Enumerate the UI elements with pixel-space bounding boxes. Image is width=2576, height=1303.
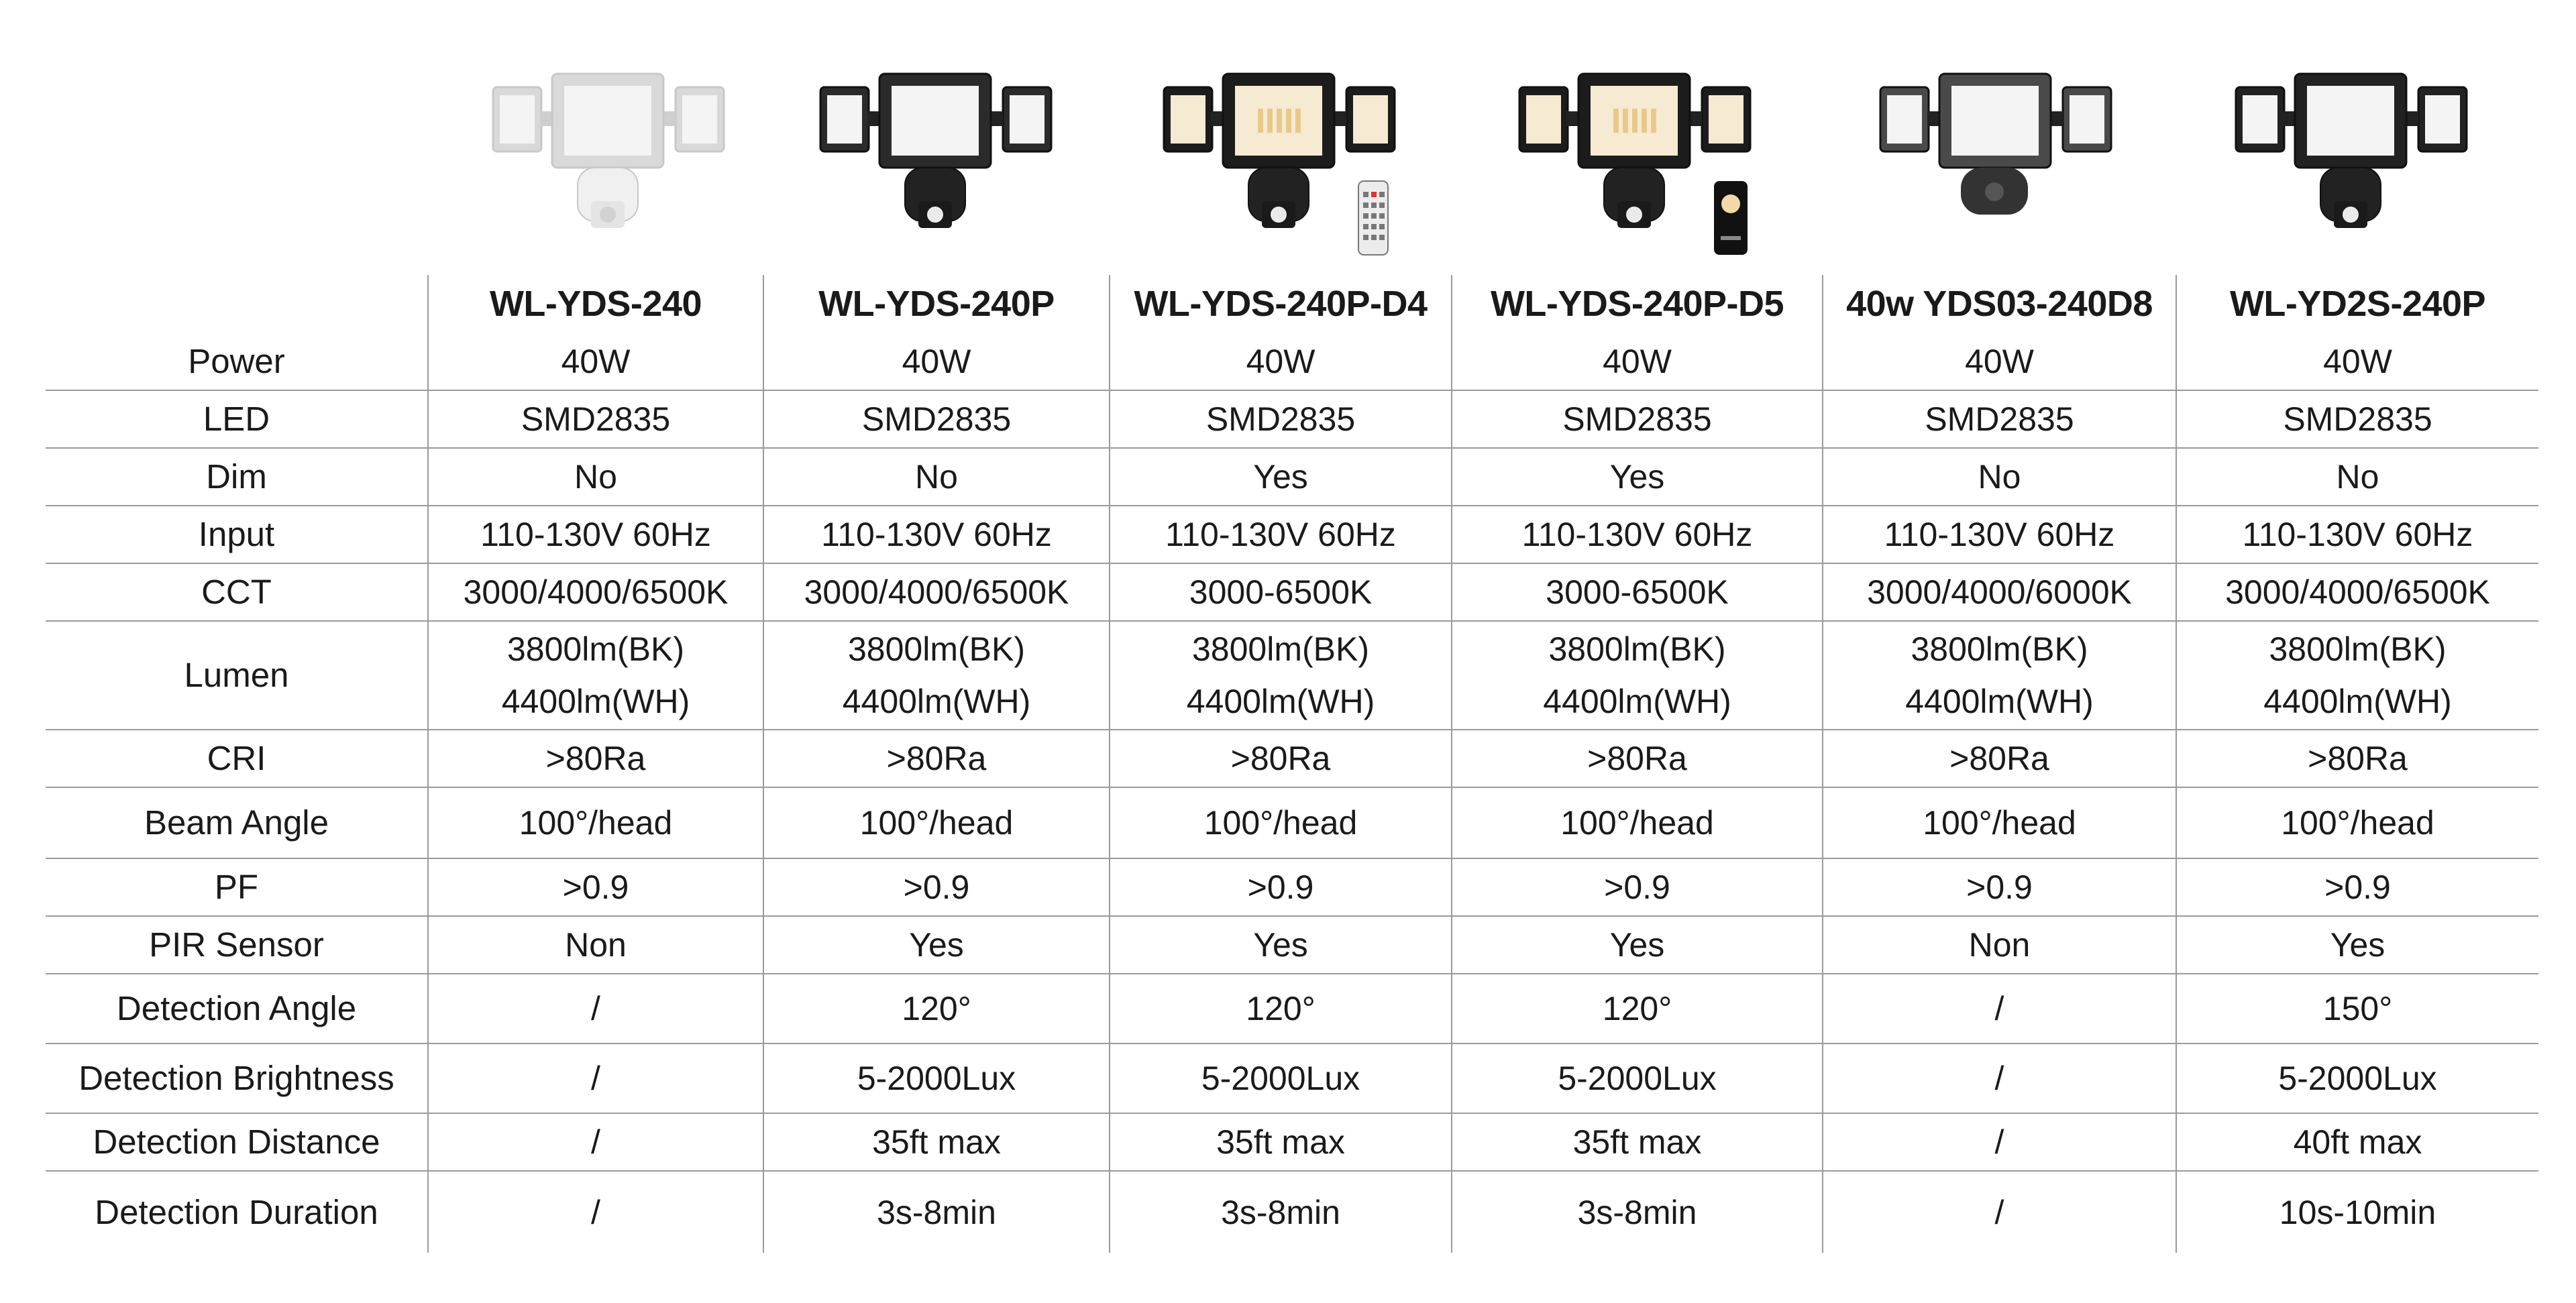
spec-label: Detection Brightness — [78, 1059, 394, 1097]
spec-value: >0.9 — [1823, 858, 2176, 916]
spec-value: 5-2000Lux — [763, 1043, 1110, 1113]
spec-value: No — [428, 448, 763, 506]
spec-value: Non — [428, 916, 763, 974]
white-three-head-floodlight-icon — [473, 60, 741, 282]
spec-label: CRI — [207, 739, 266, 777]
spec-value: 120° — [1110, 974, 1452, 1043]
model-name: WL-YD2S-240P — [2176, 275, 2538, 333]
spec-value: / — [1823, 1043, 2176, 1113]
spec-value — [763, 621, 1110, 730]
spec-value: 35ft max — [1452, 1113, 1823, 1171]
spec-value: 120° — [763, 974, 1110, 1043]
spec-value: 35ft max — [1110, 1113, 1452, 1171]
spec-value: 40W — [2176, 333, 2538, 390]
spec-value: Yes — [1110, 916, 1452, 974]
spec-value: / — [428, 1171, 763, 1253]
spec-value-line: 4400lm(WH) — [501, 683, 690, 720]
spec-value: 3000/4000/6000K — [1823, 563, 2176, 621]
spec-value — [1823, 621, 2176, 730]
spec-value: 5-2000Lux — [1110, 1043, 1452, 1113]
spec-value: 110-130V 60Hz — [1110, 506, 1452, 563]
spec-label: Input — [198, 515, 275, 553]
spec-value-line: 4400lm(WH) — [1543, 683, 1731, 720]
spec-value: 100°/head — [763, 787, 1110, 858]
spec-label: LED — [203, 400, 270, 438]
spec-value-line: 3800lm(BK) — [1192, 630, 1369, 668]
spec-value — [1452, 621, 1823, 730]
spec-value: Yes — [763, 916, 1110, 974]
spec-value: Yes — [2176, 916, 2538, 974]
spec-row — [46, 448, 2538, 506]
spec-value: No — [2176, 448, 2538, 506]
spec-value — [428, 621, 763, 730]
spec-value: / — [428, 974, 763, 1043]
spec-value: / — [428, 1043, 763, 1113]
spec-value: 40W — [1452, 333, 1823, 390]
spec-value: >80Ra — [1110, 730, 1452, 787]
spec-value: >0.9 — [2176, 858, 2538, 916]
spec-value: >80Ra — [2176, 730, 2538, 787]
spec-label: Detection Angle — [116, 989, 357, 1027]
spec-value: 100°/head — [1110, 787, 1452, 858]
spec-label: Power — [188, 341, 285, 380]
spec-value: Yes — [1452, 448, 1823, 506]
model-name: WL-YDS-240P — [763, 275, 1110, 333]
spec-row — [46, 1171, 2538, 1253]
spec-value: 3000-6500K — [1110, 563, 1452, 621]
spec-value: 100°/head — [1452, 787, 1823, 858]
spec-value: / — [1823, 1171, 2176, 1253]
spec-value: 150° — [2176, 974, 2538, 1043]
spec-value: 110-130V 60Hz — [763, 506, 1110, 563]
spec-value-line: 4400lm(WH) — [1905, 683, 2094, 720]
spec-value: 3000-6500K — [1452, 563, 1823, 621]
spec-row — [46, 333, 2538, 390]
spec-row — [46, 858, 2538, 916]
spec-value: No — [763, 448, 1110, 506]
spec-value: Non — [1823, 916, 2176, 974]
spec-value: 3000/4000/6500K — [763, 563, 1110, 621]
spec-label: PF — [214, 868, 259, 906]
spec-value: 100°/head — [428, 787, 763, 858]
spec-value: 110-130V 60Hz — [2176, 506, 2538, 563]
spec-row — [46, 563, 2538, 621]
black-three-head-floodlight-controller-icon — [1499, 60, 1768, 282]
black-three-head-floodlight-sensor-icon — [2216, 60, 2484, 282]
model-name: WL-YDS-240P-D5 — [1452, 275, 1823, 333]
spec-value: 3000/4000/6500K — [2176, 563, 2538, 621]
model-name: WL-YDS-240P-D4 — [1110, 275, 1452, 333]
spec-row — [46, 1043, 2538, 1113]
spec-row — [46, 621, 2538, 730]
corner-cell — [46, 275, 428, 333]
spec-value — [2176, 621, 2538, 730]
spec-label: Dim — [206, 457, 267, 496]
spec-value: 100°/head — [1823, 787, 2176, 858]
spec-value: >0.9 — [428, 858, 763, 916]
spec-value-line: 3800lm(BK) — [1911, 630, 2088, 668]
spec-label: Detection Distance — [93, 1123, 380, 1161]
spec-value: >80Ra — [1452, 730, 1823, 787]
spec-value: 110-130V 60Hz — [1823, 506, 2176, 563]
spec-label: PIR Sensor — [149, 925, 324, 964]
model-name: 40w YDS03-240D8 — [1823, 275, 2176, 333]
spec-value: >80Ra — [428, 730, 763, 787]
spec-value: 35ft max — [763, 1113, 1110, 1171]
spec-value: 40W — [1823, 333, 2176, 390]
spec-value: Yes — [1452, 916, 1823, 974]
spec-value: 40W — [763, 333, 1110, 390]
spec-value: Yes — [1110, 448, 1452, 506]
gray-three-head-floodlight-camera-icon — [1860, 60, 2129, 282]
spec-row — [46, 1113, 2538, 1171]
black-three-head-floodlight-remote-icon — [1144, 60, 1412, 282]
spec-value: / — [1823, 974, 2176, 1043]
spec-comparison-table — [46, 275, 2538, 1253]
spec-value-line: 4400lm(WH) — [1186, 683, 1375, 720]
spec-value: >80Ra — [763, 730, 1110, 787]
spec-value-line: 3800lm(BK) — [507, 630, 684, 668]
spec-label: Detection Duration — [95, 1192, 378, 1231]
model-header-row — [46, 275, 2538, 333]
spec-value: 110-130V 60Hz — [1452, 506, 1823, 563]
spec-value: SMD2835 — [428, 390, 763, 448]
spec-row — [46, 506, 2538, 563]
spec-value: SMD2835 — [1823, 390, 2176, 448]
spec-value: 120° — [1452, 974, 1823, 1043]
spec-value: SMD2835 — [1110, 390, 1452, 448]
spec-value: >0.9 — [1110, 858, 1452, 916]
spec-value: / — [428, 1113, 763, 1171]
spec-value: 3s-8min — [1452, 1171, 1823, 1253]
product-images-row — [426, 60, 2540, 282]
spec-value-line: 3800lm(BK) — [2269, 630, 2447, 668]
spec-value: >0.9 — [763, 858, 1110, 916]
spec-value: 110-130V 60Hz — [428, 506, 763, 563]
spec-value: No — [1823, 448, 2176, 506]
spec-value: 3s-8min — [1110, 1171, 1452, 1253]
spec-value: 40W — [1110, 333, 1452, 390]
spec-value: 5-2000Lux — [1452, 1043, 1823, 1113]
spec-row — [46, 787, 2538, 858]
spec-value: SMD2835 — [1452, 390, 1823, 448]
spec-value-line: 4400lm(WH) — [2263, 683, 2452, 720]
spec-value: 100°/head — [2176, 787, 2538, 858]
spec-value: / — [1823, 1113, 2176, 1171]
spec-value: 40ft max — [2176, 1113, 2538, 1171]
spec-value: SMD2835 — [763, 390, 1110, 448]
black-three-head-floodlight-sensor-icon — [800, 60, 1069, 282]
spec-value: SMD2835 — [2176, 390, 2538, 448]
spec-value: 3000/4000/6500K — [428, 563, 763, 621]
spec-label: Beam Angle — [144, 803, 329, 842]
spec-value-line: 3800lm(BK) — [848, 630, 1025, 668]
spec-row — [46, 390, 2538, 448]
spec-value-line: 4400lm(WH) — [842, 683, 1031, 720]
spec-value: 40W — [428, 333, 763, 390]
spec-value: 5-2000Lux — [2176, 1043, 2538, 1113]
spec-label: Lumen — [184, 656, 289, 694]
spec-row — [46, 916, 2538, 974]
spec-value: >0.9 — [1452, 858, 1823, 916]
spec-value — [1110, 621, 1452, 730]
spec-value: 3s-8min — [763, 1171, 1110, 1253]
spec-value: 10s-10min — [2176, 1171, 2538, 1253]
spec-value: >80Ra — [1823, 730, 2176, 787]
spec-label: CCT — [201, 573, 272, 611]
spec-row — [46, 730, 2538, 787]
model-name: WL-YDS-240 — [428, 275, 763, 333]
spec-row — [46, 974, 2538, 1043]
spec-value-line: 3800lm(BK) — [1548, 630, 1726, 668]
